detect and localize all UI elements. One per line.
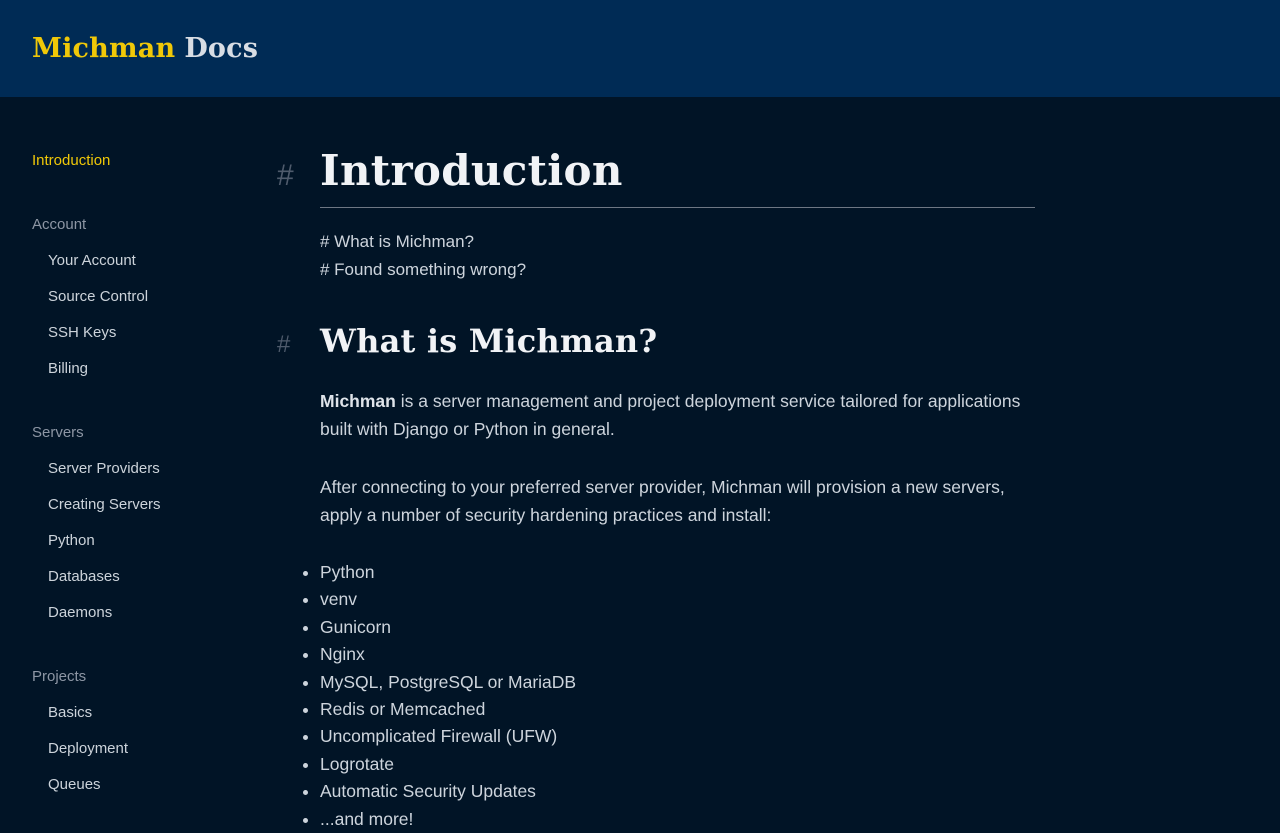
install-item-automatic-security-updates: • Automatic Security Updates: [320, 778, 1035, 805]
sidebar-nav: [0, 97, 245, 800]
install-item-mysql-postgresql-or-mariadb: • MySQL, PostgreSQL or MariaDB: [320, 669, 1035, 696]
install-item-uncomplicated-firewall-ufw: • Uncomplicated Firewall (UFW): [320, 723, 1035, 750]
sidebar-item-python[interactable]: Python: [48, 532, 95, 549]
provision-paragraph: After connecting to your preferred server provider, Michman will provision a new servers, apply a number of security hardening practices and install:: [320, 477, 1005, 525]
install-list: [300, 559, 1035, 833]
section-heading-row: [277, 321, 1035, 361]
logo-secondary[interactable]: Docs: [184, 33, 259, 64]
heading-anchor-icon[interactable]: #: [277, 159, 294, 192]
logo-primary[interactable]: Michman: [32, 33, 176, 64]
sidebar-item-deployment[interactable]: Deployment: [48, 740, 129, 757]
table-of-contents: [320, 228, 1035, 283]
install-item-and-more: • ...and more!: [320, 806, 1035, 833]
page-heading-row: [277, 148, 1035, 194]
sidebar-item-queues[interactable]: Queues: [48, 776, 101, 793]
intro-paragraph-text: is a server management and project deployment service tailored for applications built with Django or Python in general.: [320, 391, 1021, 439]
install-item-nginx: • Nginx: [320, 641, 1035, 668]
brand-name-bold: Michman: [320, 391, 396, 411]
sidebar-item-ssh-keys[interactable]: SSH Keys: [48, 324, 117, 341]
sidebar-item-source-control[interactable]: Source Control: [48, 288, 149, 305]
sidebar-item-your-account[interactable]: Your Account: [48, 252, 136, 269]
install-item-logrotate: • Logrotate: [320, 751, 1035, 778]
sidebar-item-daemons[interactable]: Daemons: [48, 604, 113, 621]
doc-content: [277, 146, 1035, 833]
sidebar-section-servers: Servers: [32, 424, 84, 441]
app-logo[interactable]: [32, 33, 258, 64]
sidebar-item-creating-servers[interactable]: Creating Servers: [48, 496, 161, 513]
page-title: Introduction: [320, 146, 623, 195]
page-layout: [0, 97, 1280, 829]
sidebar-item-databases[interactable]: Databases: [48, 568, 120, 585]
intro-paragraph: [320, 388, 1035, 443]
install-item-gunicorn: • Gunicorn: [320, 614, 1035, 641]
sidebar-item-server-providers[interactable]: Server Providers: [48, 460, 160, 477]
main-content: [245, 97, 1280, 829]
install-item-venv: • venv: [320, 586, 1035, 613]
sidebar-item-introduction[interactable]: Introduction: [32, 152, 111, 169]
heading-anchor-icon[interactable]: #: [277, 331, 291, 358]
section-title: What is Michman?: [320, 322, 658, 360]
install-item-python: • Python: [320, 559, 1035, 586]
sidebar-item-basics[interactable]: Basics: [48, 704, 93, 721]
app-header: [0, 0, 1280, 97]
install-item-redis-or-memcached: • Redis or Memcached: [320, 696, 1035, 723]
sidebar-section-projects: Projects: [32, 668, 87, 685]
heading-divider: [320, 207, 1035, 208]
sidebar-item-billing[interactable]: Billing: [48, 360, 89, 377]
toc-link-what-is-michman[interactable]: # What is Michman?: [320, 232, 474, 251]
toc-link-found-something-wrong[interactable]: # Found something wrong?: [320, 259, 527, 279]
sidebar-section-account: Account: [32, 216, 87, 233]
